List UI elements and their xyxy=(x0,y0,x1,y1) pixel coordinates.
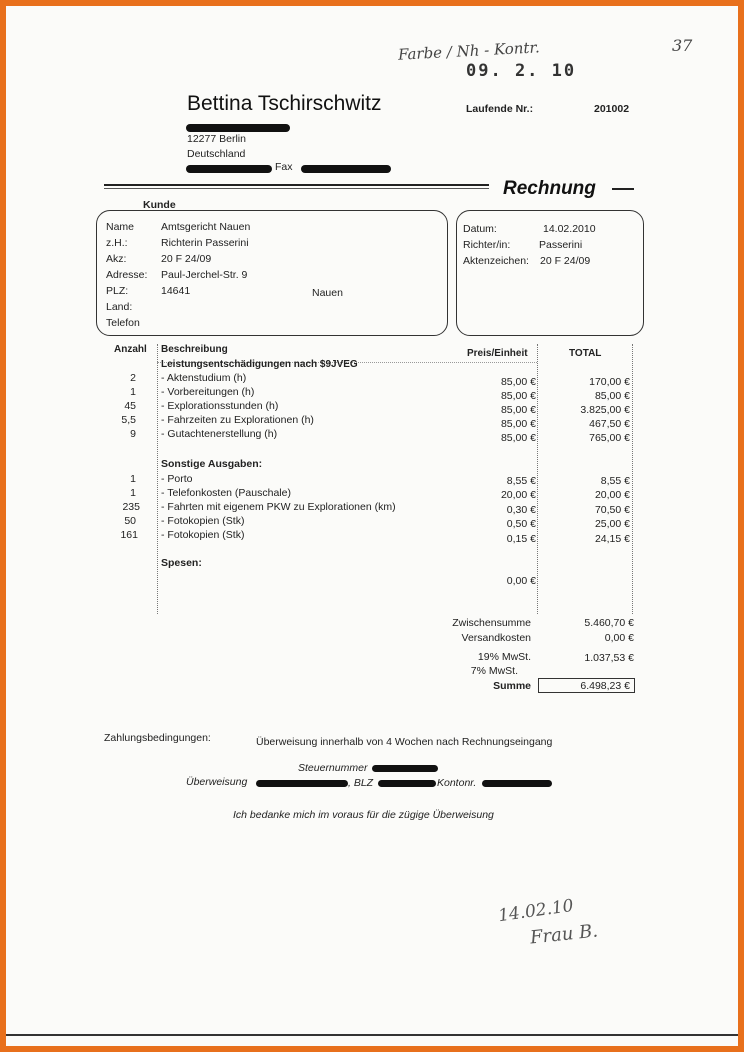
invoice-page xyxy=(6,6,738,1046)
row-total: 170,00 € xyxy=(589,376,630,388)
redacted-phone xyxy=(186,165,272,173)
redacted-street xyxy=(186,124,290,132)
row-unit: 85,00 € xyxy=(500,390,536,402)
bottom-rule xyxy=(6,1034,738,1036)
customer-label-zip: PLZ: xyxy=(106,285,129,297)
row-qty: 1 xyxy=(130,487,136,499)
sender-name: Bettina Tschirschwitz xyxy=(187,92,382,115)
meta-value-date: 14.02.2010 xyxy=(543,223,596,235)
blz-label: , BLZ xyxy=(348,777,374,789)
row-total: 85,00 € xyxy=(594,390,630,402)
row-qty: 2 xyxy=(130,372,136,384)
customer-label-ref: Akz: xyxy=(106,253,127,265)
row-qty: 161 xyxy=(120,529,138,541)
col-divider-1 xyxy=(157,344,158,614)
subtotal-value: 5.460,70 € xyxy=(584,617,634,629)
row-qty: 1 xyxy=(130,473,136,485)
row-desc: - Fahrzeiten zu Explorationen (h) xyxy=(161,414,314,426)
meta-label-date: Datum: xyxy=(463,223,497,235)
row-desc: - Gutachtenerstellung (h) xyxy=(161,428,278,440)
row-desc: - Aktenstudium (h) xyxy=(161,372,247,384)
terms-text: Überweisung innerhalb von 4 Wochen nach Rechnungseingang xyxy=(256,736,553,748)
meta-value-case: 20 F 24/09 xyxy=(540,255,591,267)
konto-label: Kontonr. xyxy=(437,777,477,789)
shipping-label: Versandkosten xyxy=(461,632,531,644)
row-qty: 235 xyxy=(122,501,140,513)
row-qty: 9 xyxy=(130,428,136,440)
col-divider-3 xyxy=(632,344,633,614)
customer-heading: Kunde xyxy=(143,199,176,211)
row-desc: - Fahrten mit eigenem PKW zu Explorationen (km) xyxy=(161,501,396,513)
row-total: 467,50 € xyxy=(589,418,630,430)
row-unit: 85,00 € xyxy=(500,376,536,388)
redacted-bank xyxy=(256,780,348,787)
section-title-spesen: Spesen: xyxy=(161,557,202,569)
customer-value-attn: Richterin Passerini xyxy=(161,237,249,249)
signature-date: 14.02.10 xyxy=(496,895,575,927)
running-no-label: Laufende Nr.: xyxy=(466,103,534,115)
customer-label-country: Land: xyxy=(106,301,133,313)
customer-value-ref: 20 F 24/09 xyxy=(161,253,212,265)
vat7-label: 7% MwSt. xyxy=(470,665,518,677)
tax-label: Steuernummer xyxy=(298,762,368,774)
row-desc: - Vorbereitungen (h) xyxy=(161,386,255,398)
row-qty: 50 xyxy=(124,515,136,527)
row-unit: 85,00 € xyxy=(500,404,536,416)
section-title-expenses: Sonstige Ausgaben: xyxy=(161,458,263,470)
transfer-label: Überweisung xyxy=(186,776,248,788)
vat19-value: 1.037,53 € xyxy=(584,652,634,664)
title-rule-2 xyxy=(104,188,489,189)
row-desc: - Fotokopien (Stk) xyxy=(161,529,245,541)
row-total: 20,00 € xyxy=(594,489,630,501)
shipping-value: 0,00 € xyxy=(604,632,634,644)
redacted-fax xyxy=(301,165,391,173)
col-divider-2 xyxy=(537,344,538,614)
row-unit: 0,30 € xyxy=(506,504,536,516)
document-title: Rechnung xyxy=(503,178,596,199)
title-rule-right xyxy=(612,188,634,190)
row-total: 24,15 € xyxy=(594,533,630,545)
running-no-value: 201002 xyxy=(594,103,630,115)
customer-label-address: Adresse: xyxy=(106,269,148,281)
section-title-fees: Leistungsentschädigungen nach $9JVEG xyxy=(161,359,358,370)
vat19-label: 19% MwSt. xyxy=(477,651,531,663)
row-desc: - Fotokopien (Stk) xyxy=(161,515,245,527)
date-stamp: 09. 2. 10 xyxy=(466,61,577,81)
sum-value: 6.498,23 € xyxy=(580,680,630,692)
signature-name: Frau B. xyxy=(529,920,600,949)
row-total: 25,00 € xyxy=(594,518,630,530)
customer-box xyxy=(96,210,448,336)
sender-zip-city: 12277 Berlin xyxy=(187,133,246,145)
row-qty: 5,5 xyxy=(121,414,136,426)
customer-label-attn: z.H.: xyxy=(106,237,128,249)
row-unit: 0,50 € xyxy=(506,518,536,530)
terms-label: Zahlungsbedingungen: xyxy=(104,732,211,744)
customer-label-name: Name xyxy=(106,221,135,233)
customer-value-name: Amtsgericht Nauen xyxy=(161,221,251,233)
row-total: 765,00 € xyxy=(589,432,630,444)
meta-value-judge: Passerini xyxy=(539,239,583,251)
col-header-total: TOTAL xyxy=(569,348,602,359)
title-rule xyxy=(104,184,489,186)
col-header-qty: Anzahl xyxy=(114,344,147,355)
col-header-desc: Beschreibung xyxy=(161,344,228,355)
row-qty: 1 xyxy=(130,386,136,398)
row-unit: 85,00 € xyxy=(500,418,536,430)
row-unit: 20,00 € xyxy=(500,489,536,501)
row-desc: - Explorationsstunden (h) xyxy=(161,400,279,412)
redacted-tax-no xyxy=(372,765,438,772)
fax-label: Fax xyxy=(275,161,293,173)
row-total: 3.825,00 € xyxy=(580,404,630,416)
sender-country: Deutschland xyxy=(187,148,246,160)
sum-label: Summe xyxy=(493,680,531,692)
row-total: 8,55 € xyxy=(600,475,630,487)
row-qty: 45 xyxy=(124,400,136,412)
customer-city: Nauen xyxy=(312,287,343,299)
subtotal-label: Zwischensumme xyxy=(452,617,531,629)
spesen-unit: 0,00 € xyxy=(506,575,536,587)
redacted-account xyxy=(482,780,552,787)
meta-label-judge: Richter/in: xyxy=(463,239,511,251)
customer-label-phone: Telefon xyxy=(106,317,140,329)
corner-mark: 37 xyxy=(672,36,693,55)
handwritten-note: Farbe / Nh - Kontr. xyxy=(397,38,541,64)
row-desc: - Telefonkosten (Pauschale) xyxy=(161,487,291,499)
customer-value-address: Paul-Jerchel-Str. 9 xyxy=(161,269,248,281)
row-total: 70,50 € xyxy=(594,504,630,516)
redacted-blz xyxy=(378,780,436,787)
row-unit: 85,00 € xyxy=(500,432,536,444)
row-unit: 8,55 € xyxy=(506,475,536,487)
meta-label-case: Aktenzeichen: xyxy=(463,255,529,267)
customer-value-zip: 14641 xyxy=(161,285,191,297)
col-header-unit: Preis/Einheit xyxy=(467,348,528,359)
row-desc: - Porto xyxy=(161,473,193,485)
row-unit: 0,15 € xyxy=(506,533,536,545)
thanks-note: Ich bedanke mich im voraus für die zügige Überweisung xyxy=(233,809,494,821)
